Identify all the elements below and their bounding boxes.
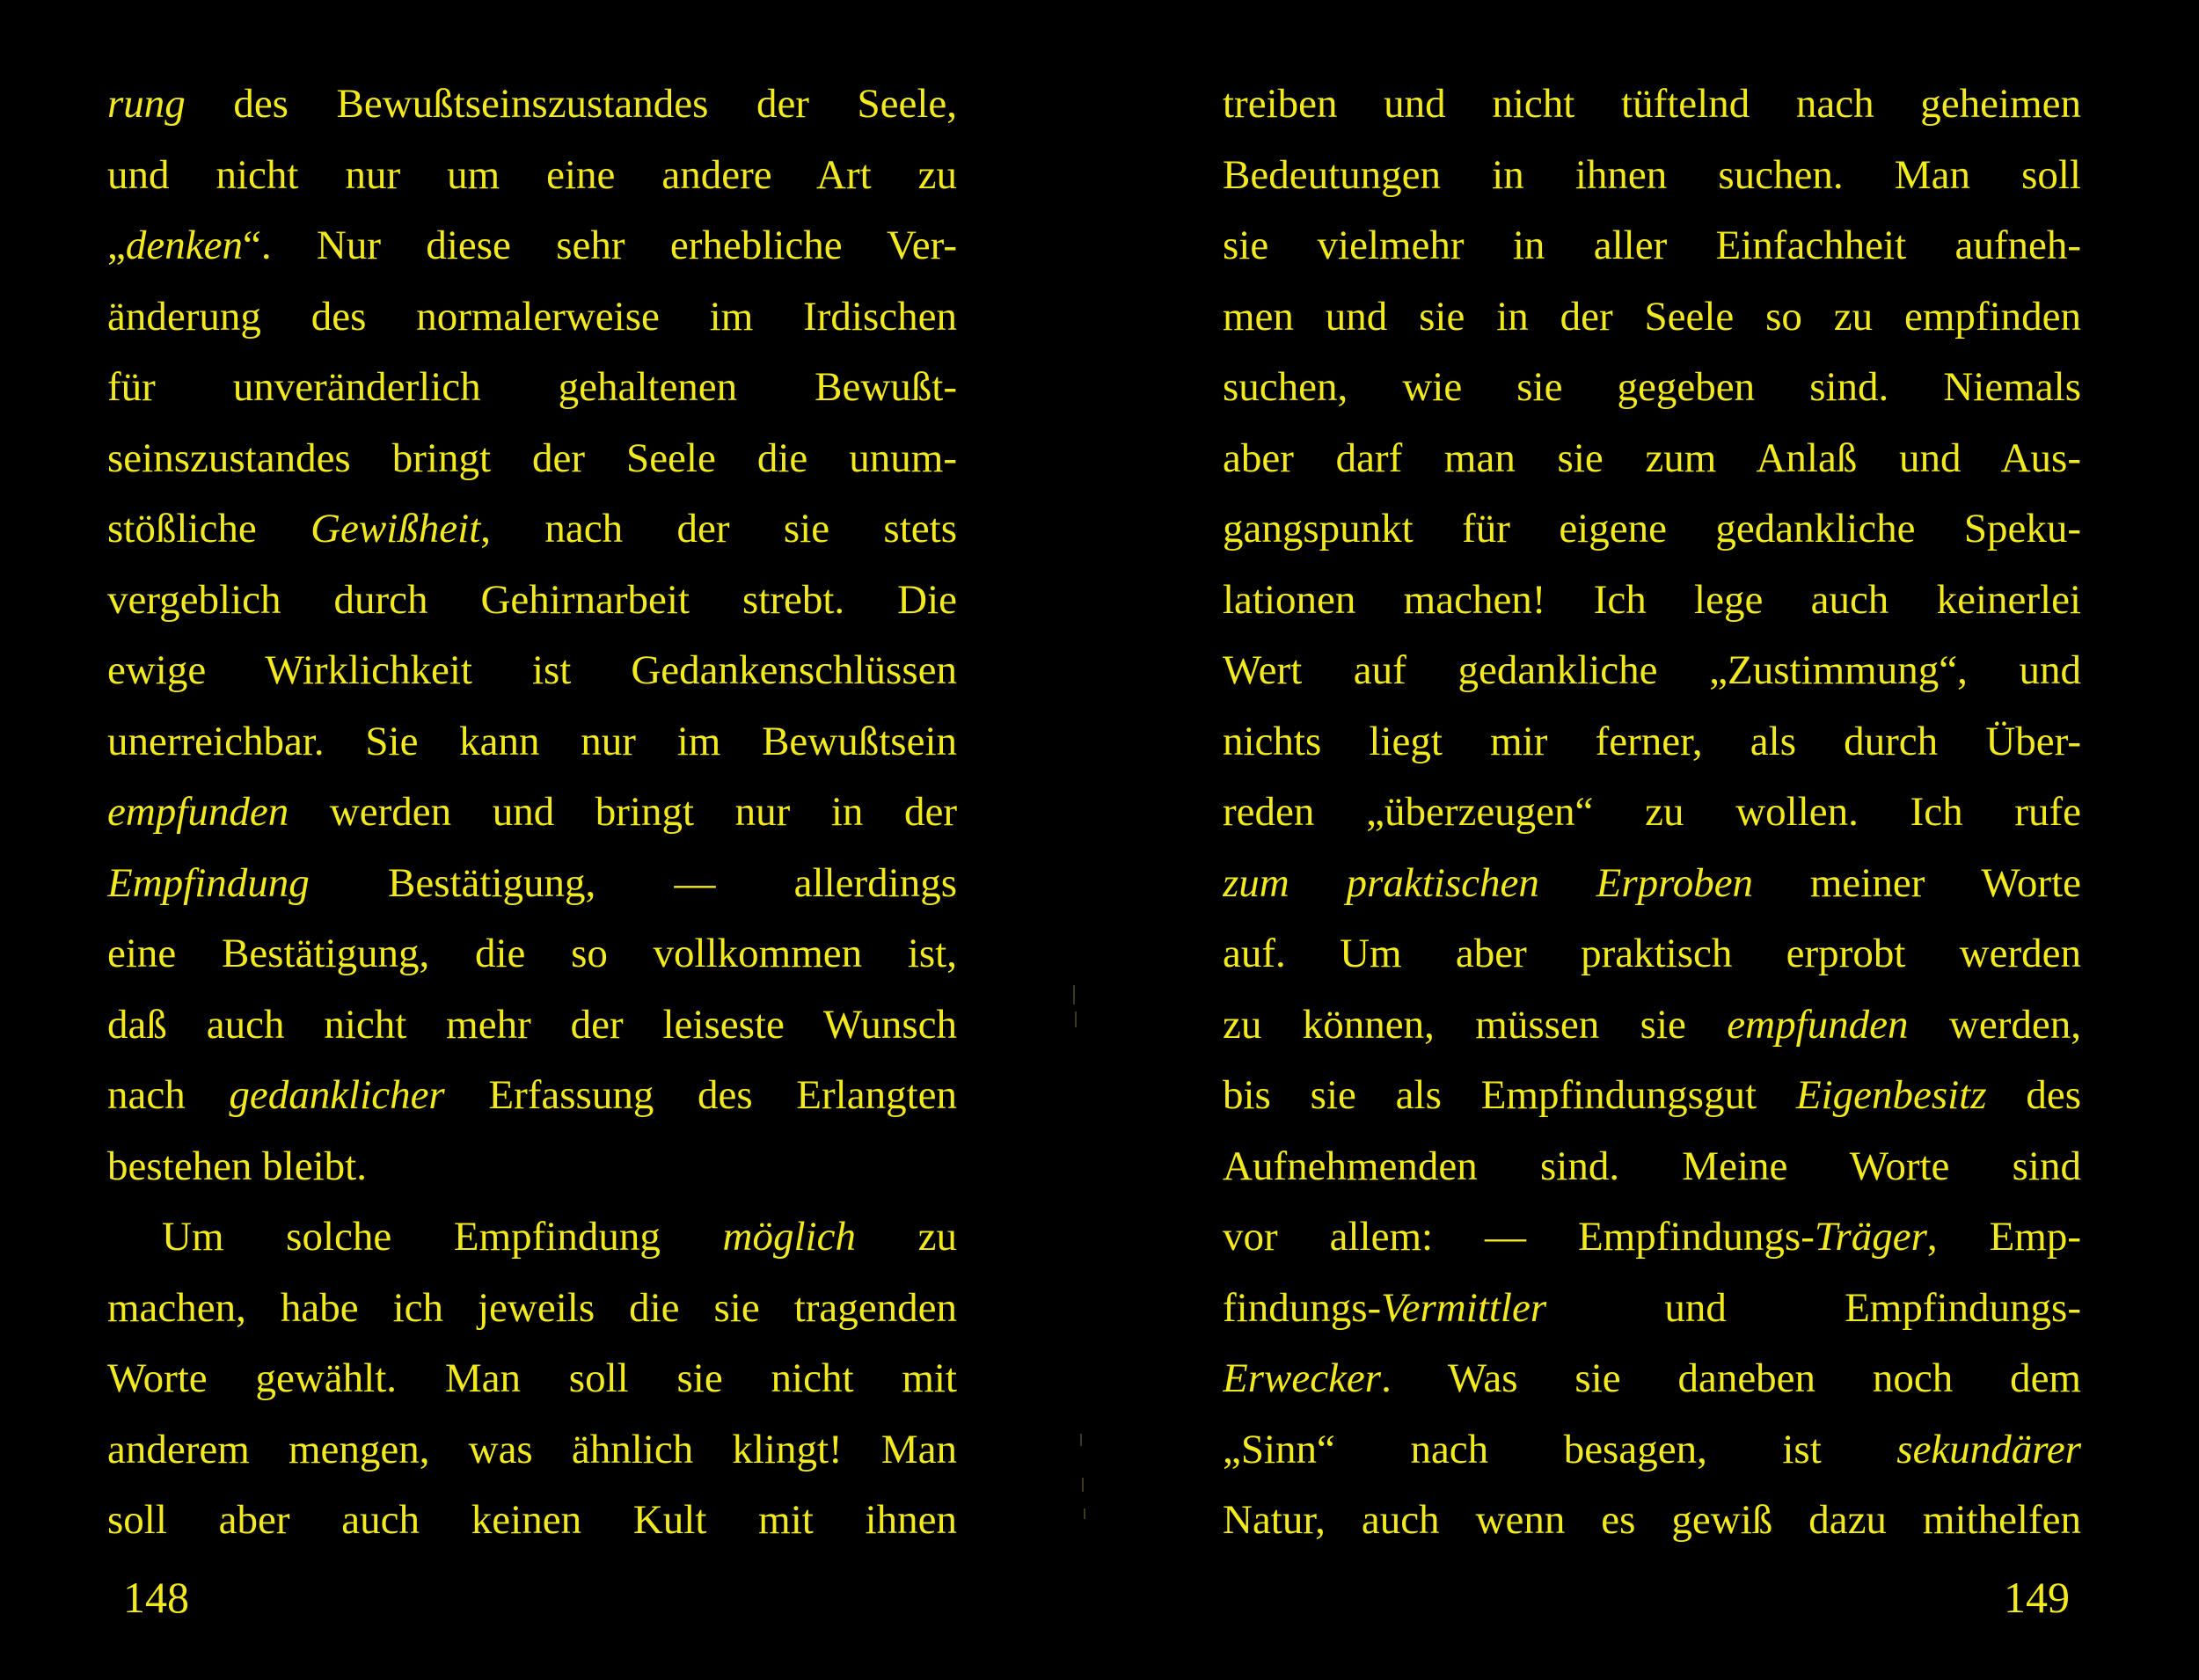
text-line bbox=[107, 1414, 957, 1486]
italic-run: denken bbox=[125, 223, 243, 268]
text-run: soll aber auch keinen Kult mit ihnen bbox=[107, 1497, 957, 1543]
text-run: suchen, wie sie gegeben sind. Niemals bbox=[1223, 364, 2081, 410]
italic-run: zum praktischen Erproben bbox=[1223, 859, 1754, 906]
text-line bbox=[107, 706, 957, 778]
text-run: aber darf man sie zum Anlaß und Aus- bbox=[1223, 435, 2081, 481]
text-line bbox=[1223, 352, 2081, 423]
text-line bbox=[107, 777, 957, 848]
text-run: stößliche bbox=[107, 506, 311, 551]
text-run: findungs- bbox=[1223, 1284, 1382, 1331]
text-run: für unveränderlich gehaltenen Bewußt- bbox=[107, 364, 957, 410]
text-run: nach bbox=[107, 1072, 230, 1118]
text-line bbox=[1223, 990, 2081, 1061]
italic-run: Gewißheit bbox=[310, 506, 481, 551]
text-line bbox=[107, 69, 957, 140]
text-line bbox=[1223, 777, 2081, 848]
text-run: änderung des normalerweise im Irdischen bbox=[107, 293, 957, 340]
text-run: gangspunkt für eigene gedankliche Speku- bbox=[1223, 506, 2081, 551]
text-run: vergeblich durch Gehirnarbeit strebt. Die bbox=[107, 576, 957, 623]
text-run: eine Bestätigung, die so vollkommen ist, bbox=[107, 931, 957, 976]
text-line bbox=[1223, 1485, 2081, 1556]
text-run: meiner Worte bbox=[1753, 859, 2081, 906]
italic-run: gedanklicher bbox=[229, 1072, 445, 1118]
text-run: seinszustandes bringt der Seele die unum- bbox=[107, 435, 957, 481]
text-run: , Emp- bbox=[1926, 1214, 2081, 1260]
text-line bbox=[107, 423, 957, 494]
text-line bbox=[107, 1131, 957, 1202]
text-run: Bestätigung, — allerdings bbox=[309, 859, 957, 906]
italic-run: Träger bbox=[1814, 1214, 1927, 1260]
italic-run: Erwecker bbox=[1223, 1355, 1382, 1401]
right-page-text bbox=[1223, 69, 2081, 1556]
italic-run: empfunden bbox=[1727, 1001, 1909, 1048]
text-line bbox=[107, 210, 957, 281]
text-line bbox=[1223, 1273, 2081, 1344]
text-run: vor allem: — Empfindungs- bbox=[1223, 1214, 1815, 1260]
italic-run: sekundärer bbox=[1896, 1426, 2081, 1472]
gutter-speck bbox=[1082, 1478, 1084, 1492]
text-run: Um solche Empfindung bbox=[162, 1214, 723, 1260]
text-line bbox=[107, 281, 957, 353]
text-line bbox=[107, 1343, 957, 1414]
text-line bbox=[1223, 210, 2081, 281]
text-run: und nicht nur um eine andere Art zu bbox=[107, 151, 957, 198]
text-run: werden, bbox=[1908, 1001, 2081, 1048]
text-run: , nach der sie stets bbox=[480, 506, 957, 551]
gutter-speck bbox=[1075, 1012, 1077, 1027]
text-line bbox=[1223, 423, 2081, 494]
text-run: und Empfindungs- bbox=[1546, 1284, 2081, 1331]
italic-run: empfunden bbox=[107, 789, 289, 835]
text-run: Worte gewählt. Man soll sie nicht mit bbox=[107, 1355, 957, 1401]
text-run: lationen machen! Ich lege auch keinerlei bbox=[1223, 576, 2081, 623]
text-line bbox=[1223, 1131, 2081, 1202]
text-line bbox=[107, 493, 957, 565]
text-run: des bbox=[1986, 1072, 2081, 1118]
text-run: Erfassung des Erlangten bbox=[444, 1072, 957, 1118]
italic-run: Empfindung bbox=[107, 859, 310, 906]
left-page-text bbox=[107, 69, 957, 1556]
text-line bbox=[107, 848, 957, 919]
text-run: . Was sie daneben noch dem bbox=[1381, 1355, 2081, 1401]
text-line bbox=[1223, 1343, 2081, 1414]
text-run: unerreichbar. Sie kann nur im Bewußtsein bbox=[107, 718, 957, 764]
text-run: anderem mengen, was ähnlich klingt! Man bbox=[107, 1426, 957, 1472]
text-run: bis sie als Empfindungsgut bbox=[1223, 1072, 1796, 1118]
text-line bbox=[107, 990, 957, 1061]
text-line bbox=[107, 1485, 957, 1556]
text-line bbox=[1223, 1414, 2081, 1486]
italic-run: rung bbox=[107, 81, 186, 127]
text-run: sie vielmehr in aller Einfachheit aufneh- bbox=[1223, 223, 2081, 268]
text-run: ewige Wirklichkeit ist Gedankenschlüssen bbox=[107, 647, 957, 693]
text-line bbox=[107, 140, 957, 211]
text-run: Natur, auch wenn es gewiß dazu mithelfen bbox=[1223, 1497, 2081, 1543]
text-line bbox=[1223, 281, 2081, 353]
text-run: des Bewußtseinszustandes der Seele, bbox=[185, 81, 957, 127]
text-line bbox=[1223, 565, 2081, 636]
text-run: „Sinn“ nach besagen, ist bbox=[1223, 1426, 1897, 1472]
text-run: Wert auf gedankliche „Zustimmung“, und bbox=[1223, 647, 2081, 693]
text-run: Bedeutungen in ihnen suchen. Man soll bbox=[1223, 151, 2081, 198]
text-run: zu können, müssen sie bbox=[1223, 1001, 1728, 1048]
text-run: werden und bringt nur in der bbox=[289, 789, 957, 835]
text-line bbox=[1223, 1060, 2081, 1131]
text-line bbox=[107, 1060, 957, 1131]
text-run: reden „überzeugen“ zu wollen. Ich rufe bbox=[1223, 789, 2081, 835]
text-line bbox=[1223, 918, 2081, 990]
text-run: daß auch nicht mehr der leiseste Wunsch bbox=[107, 1001, 957, 1048]
text-line bbox=[1223, 706, 2081, 778]
text-line bbox=[1223, 140, 2081, 211]
text-line bbox=[107, 1202, 957, 1273]
italic-run: möglich bbox=[722, 1214, 856, 1260]
text-run: bestehen bleibt. bbox=[107, 1143, 367, 1189]
text-run: zu bbox=[855, 1214, 957, 1260]
gutter-speck bbox=[1084, 1508, 1085, 1519]
text-line bbox=[107, 1273, 957, 1344]
text-line bbox=[107, 352, 957, 423]
left-page-number: 148 bbox=[123, 1573, 189, 1622]
text-run: “. Nur diese sehr erhebliche Ver- bbox=[242, 223, 957, 268]
italic-run: Eigenbesitz bbox=[1795, 1072, 1987, 1118]
text-line bbox=[1223, 69, 2081, 140]
text-run: treiben und nicht tüftelnd nach geheimen bbox=[1223, 81, 2081, 127]
text-run: men und sie in der Seele so zu empfinden bbox=[1223, 293, 2081, 340]
text-line bbox=[107, 918, 957, 990]
text-line bbox=[1223, 1202, 2081, 1273]
italic-run: Vermittler bbox=[1381, 1284, 1547, 1331]
text-run: „ bbox=[107, 223, 126, 268]
text-line bbox=[1223, 848, 2081, 919]
text-line bbox=[1223, 493, 2081, 565]
text-run: Aufnehmenden sind. Meine Worte sind bbox=[1223, 1143, 2081, 1189]
gutter-speck bbox=[1073, 985, 1075, 1004]
text-run: auf. Um aber praktisch erprobt werden bbox=[1223, 931, 2081, 976]
gutter-speck bbox=[1080, 1434, 1082, 1446]
text-line bbox=[1223, 635, 2081, 706]
text-line bbox=[107, 635, 957, 706]
text-run: nichts liegt mir ferner, als durch Über- bbox=[1223, 718, 2081, 764]
text-line bbox=[107, 565, 957, 636]
right-page-number: 149 bbox=[2004, 1573, 2070, 1622]
text-run: machen, habe ich jeweils die sie tragenden bbox=[107, 1284, 957, 1331]
